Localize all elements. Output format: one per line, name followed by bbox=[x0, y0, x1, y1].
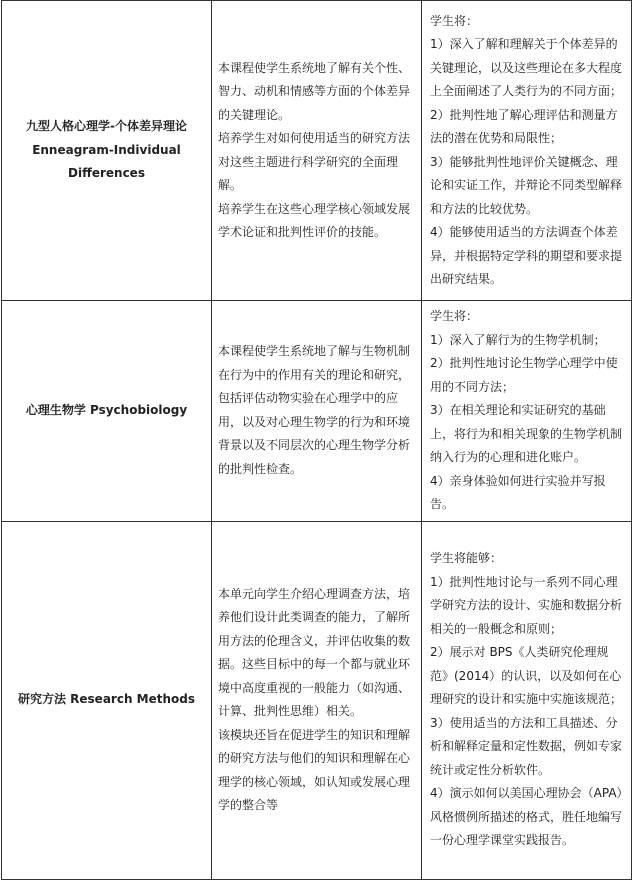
course-description-cell bbox=[212, 521, 422, 879]
description-paragraph: 本课程使学生系统地了解与生物机制在行为中的作用有关的理论和研究，包括评估动物实验在心理学中的应用，以及对心理生物学的行为和环境背景以及不同层次的心理生物学分析的批判性检查。 bbox=[218, 344, 411, 476]
description-paragraph: 该模块还旨在促进学生的知识和理解的研究方法与他们的知识和理解在心理学的核心领域，如认知或发展心理学的整合等 bbox=[218, 727, 411, 812]
table-row bbox=[2, 521, 632, 879]
course-name-line: 九型人格心理学-个体差异理论 bbox=[26, 119, 187, 134]
table-row bbox=[2, 1, 632, 301]
description-paragraph: 培养学生对如何使用适当的研究方法对这些主题进行科学研究的全面理解。 bbox=[218, 131, 411, 192]
outcomes-intro: 学生将能够： bbox=[430, 551, 503, 566]
outcome-item: 2）批判性地了解心理评估和测量方法的潜在优势和局限性； bbox=[430, 107, 618, 145]
outcome-item: 2）批判性地讨论生物学心理学中使用的不同方法； bbox=[430, 356, 618, 394]
description-paragraph: 本课程使学生系统地了解有关个性、智力、动机和情感等方面的个体差异的关键理论。 bbox=[218, 60, 411, 122]
outcomes-intro: 学生将： bbox=[430, 13, 479, 28]
learning-outcomes-cell bbox=[422, 1, 632, 301]
outcome-item: 4）亲身体验如何进行实验并写报告。 bbox=[430, 473, 606, 511]
course-name-line: 研究方法 Research Methods bbox=[17, 692, 196, 707]
outcome-item: 3）能够批判性地评价关键概念、理论和实证工作，并辩论不同类型解释和方法的比较优势。 bbox=[430, 154, 623, 216]
description-paragraph: 培养学生在这些心理学核心领域发展学术论证和批判性评价的技能。 bbox=[218, 201, 411, 239]
learning-outcomes-cell bbox=[422, 301, 632, 522]
outcome-item: 3）使用适当的方法和工具描述、分析和解释定量和定性数据，例如专家统计或定性分析软件。 bbox=[430, 715, 623, 777]
outcome-item: 2）展示对 BPS《人类研究伦理规范》(2014）的认识，以及如何在心理研究的设计和实施中实施该规范； bbox=[430, 645, 623, 707]
course-name-line: Enneagram-Individual bbox=[32, 142, 181, 157]
table-row bbox=[2, 301, 632, 522]
outcome-item: 4）演示如何以美国心理协会（APA）风格惯例所描述的格式，胜任地编写一份心理学课堂实践报告。 bbox=[430, 786, 623, 848]
course-name-cell bbox=[2, 1, 212, 301]
course-name-line: Differences bbox=[68, 166, 145, 181]
outcome-item: 4）能够使用适当的方法调查个体差异，并根据特定学科的期望和要求提出研究结果。 bbox=[430, 225, 623, 286]
course-description-cell bbox=[212, 1, 422, 301]
course-name-cell bbox=[2, 521, 212, 879]
outcome-item: 3）在相关理论和实证研究的基础上，将行为和相关现象的生物学机制纳入行为的心理和进化账户。 bbox=[430, 403, 623, 464]
outcome-item: 1）深入了解行为的生物学机制； bbox=[430, 332, 606, 347]
course-name-line: 心理生物学 Psychobiology bbox=[25, 403, 188, 417]
learning-outcomes-cell bbox=[422, 521, 632, 879]
course-description-cell bbox=[212, 301, 422, 522]
course-name-cell bbox=[2, 301, 212, 522]
outcome-item: 1）深入了解和理解关于个体差异的关键理论，以及这些理论在多大程度上全面阐述了人类行为的不同方面； bbox=[430, 37, 623, 98]
description-paragraph: 本单元向学生介绍心理调查方法，培养他们设计此类调查的能力，了解所用方法的伦理含义，并评估收集的数据。这些目标中的每一个都与就业环境中高度重视的一般能力（如沟通、计算、批判性思维）相关。 bbox=[218, 586, 411, 718]
outcomes-intro: 学生将： bbox=[430, 309, 479, 323]
course-table bbox=[1, 0, 632, 880]
outcome-item: 1）批判性地讨论与一系列不同心理学研究方法的设计、实施和数据分析相关的一般概念和原则； bbox=[430, 574, 623, 636]
